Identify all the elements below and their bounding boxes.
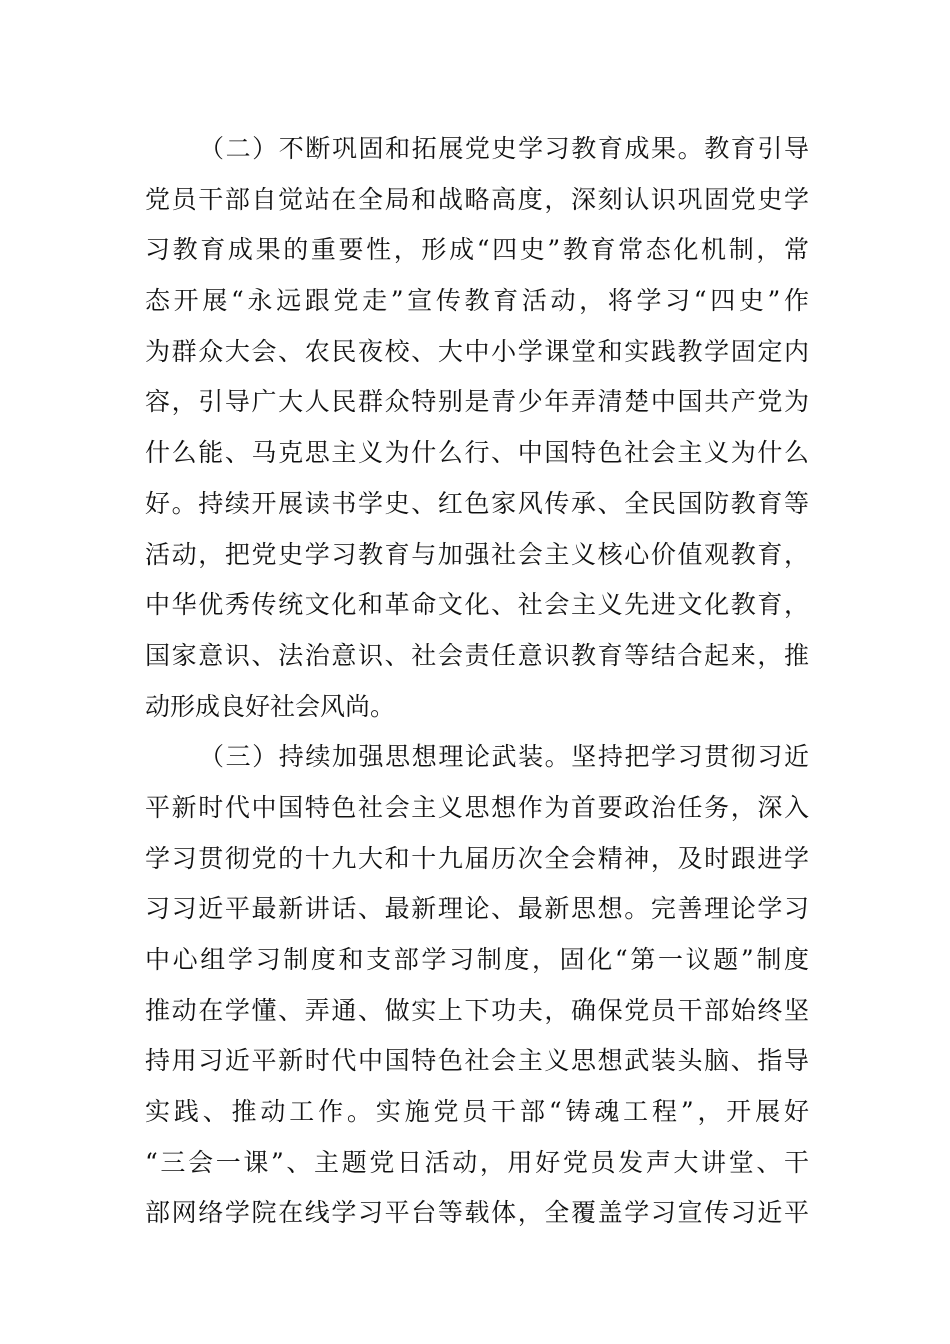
paragraph-3-line-10: 部网络学院在线学习平台等载体，全覆盖学习宣传习近平 [145,1198,809,1228]
paragraph-2-line-5: 为群众大会、农民夜校、大中小学课堂和实践教学固定内 [145,336,809,366]
paragraph-3-line-4: 习习近平最新讲话、最新理论、最新思想。完善理论学习 [145,894,809,924]
paragraph-3-line-8: 实践、推动工作。实施党员干部“铸魂工程”，开展好 [145,1097,809,1127]
paragraph-2-line-4: 态开展“永远跟党走”宣传教育活动，将学习“四史”作 [145,286,809,316]
paragraph-3-line-5: 中心组学习制度和支部学习制度，固化“第一议题”制度 [145,945,809,974]
paragraph-3-line-2: 平新时代中国特色社会主义思想作为首要政治任务，深入 [145,792,809,822]
body-text [145,124,809,1239]
paragraph-3-line-7: 持用习近平新时代中国特色社会主义思想武装头脑、指导 [145,1046,809,1076]
paragraph-2-line-2: 党员干部自觉站在全局和战略高度，深刻认识巩固党史学 [145,184,809,214]
paragraph-2-line-10: 中华优秀传统文化和革命文化、社会主义先进文化教育， [145,590,809,620]
paragraph-2-line-7: 什么能、马克思主义为什么行、中国特色社会主义为什么 [145,438,809,468]
paragraph-2-line-12: 动形成良好社会风尚。 [145,691,396,721]
paragraph-3-line-6: 推动在学懂、弄通、做实上下功夫，确保党员干部始终坚 [145,995,809,1025]
paragraph-3-line-3: 学习贯彻党的十九大和十九届历次全会精神，及时跟进学 [145,843,809,873]
paragraph-2-line-1: （二）不断巩固和拓展党史学习教育成果。教育引导 [199,134,809,163]
paragraph-3-line-9: “三会一课”、主题党日活动，用好党员发声大讲堂、干 [145,1147,809,1177]
paragraph-2-line-8: 好。持续开展读书学史、红色家风传承、全民国防教育等 [145,488,809,518]
paragraph-3-line-1: （三）持续加强思想理论武装。坚持把学习贯彻习近 [199,742,809,772]
paragraph-2-line-11: 国家意识、法治意识、社会责任意识教育等结合起来，推 [145,640,809,670]
paragraph-2-line-9: 活动，把党史学习教育与加强社会主义核心价值观教育， [145,539,809,569]
paragraph-2-line-6: 容，引导广大人民群众特别是青少年弄清楚中国共产党为 [145,387,809,417]
paragraph-2-line-3: 习教育成果的重要性，形成“四史”教育常态化机制，常 [145,235,809,265]
